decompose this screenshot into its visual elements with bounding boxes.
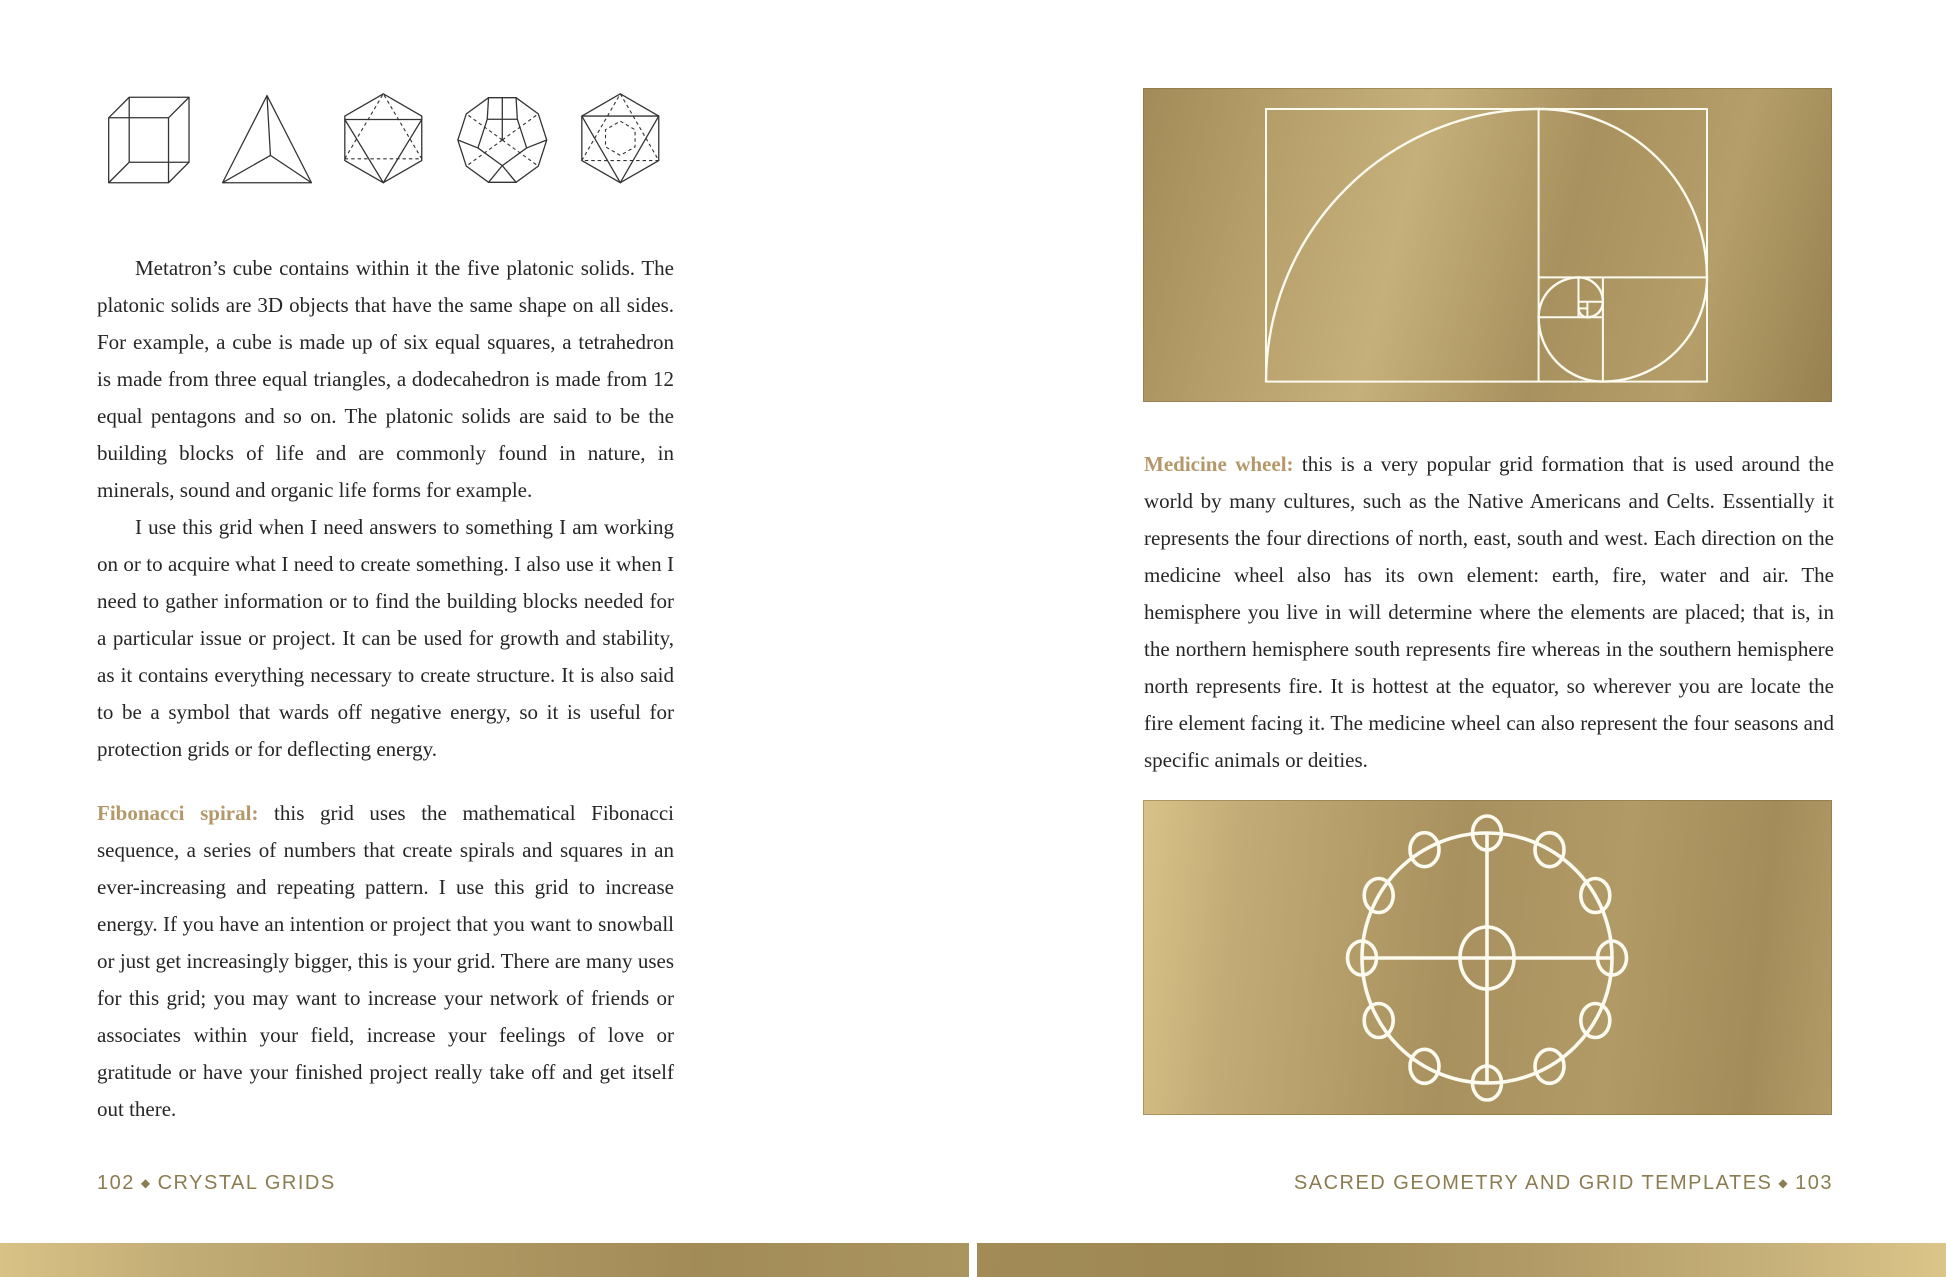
diamond-separator-icon: ◆ [1778,1176,1790,1190]
left-page-footer [97,1172,336,1195]
octahedron-icon [332,79,438,201]
fibonacci-golden-rectangle-figure [1143,88,1832,402]
platonic-solids-row [95,74,675,206]
medicine-wheel-text: this is a very popular grid formation that is used around the world by many cultures, such as the Native Americans and Celts. Essentially it represents the four directions of north, east, south and west. Each direction on the medicine wheel also has its own element: earth, fire, water and air. The hemisphere you live in will determine where the elements are placed; that is, in the northern hemisphere south represents fire whereas in the southern hemisphere north represents fire. It is hottest at the equator, so wherever you are locate the fire element facing it. The medicine wheel can also represent the four seasons and specific animals or deities. [1144,452,1835,772]
cube-icon [95,79,201,201]
paragraph-medicine-wheel [1144,446,1834,779]
gilded-page-edge-left [0,1243,969,1277]
icosahedron-icon [569,79,675,201]
medicine-wheel-figure [1143,800,1832,1115]
tetrahedron-icon [214,79,320,201]
right-page-footer [1294,1172,1833,1195]
page-number: 103 [1795,1172,1833,1194]
fibonacci-spiral-text: this grid uses the mathematical Fibonacci sequence, a series of numbers that create spirals and squares in an ever-increasing and repeating pattern. I use this grid to increase energy. If you have an intention or project that you want to snowball or just get increasingly bigger, this is your grid. There are many uses for this grid; you may want to increase your network of friends or associates within your field, increase your feelings of love or gratitude or have your finished project really take off and get itself out there. [97,801,674,1121]
paragraph-metatron-cube: Metatron’s cube contains within it the five platonic solids. The platonic solids are 3D objects that have the same shape on all sides. For example, a cube is made up of six equal squares, a tetrahedron is made from three equal triangles, a dodecahedron is made from 12 equal pentagons and so on. The platonic solids are said to be the building blocks of life and are commonly found in nature, in minerals, sound and organic life forms for example. [97,256,674,502]
right-page-body [1144,446,1834,779]
paragraph-fibonacci-spiral [97,795,674,1128]
fibonacci-spiral-label: Fibonacci spiral: [97,801,259,825]
medicine-wheel-graphic [1143,800,1832,1115]
running-title: SACRED GEOMETRY AND GRID TEMPLATES [1293,1172,1773,1194]
golden-rectangle-spiral-graphic [1143,88,1832,402]
medicine-wheel-label: Medicine wheel: [1144,452,1294,476]
paragraph-grid-usage: I use this grid when I need answers to something I am working on or to acquire what I need to create something. I also use it when I need to gather information or to find the building blocks needed for a particular issue or project. It can be used for growth and stability, as it contains everything necessary to create structure. It is also said to be a symbol that wards off negative energy, so it is useful for protection grids or for deflecting energy. [97,515,674,761]
left-page-body [97,250,674,1128]
dodecahedron-icon [451,79,557,201]
page-number: 102 [97,1172,135,1194]
diamond-separator-icon: ◆ [140,1176,152,1190]
running-title: CRYSTAL GRIDS [157,1172,336,1194]
gilded-page-edge-right [977,1243,1946,1277]
